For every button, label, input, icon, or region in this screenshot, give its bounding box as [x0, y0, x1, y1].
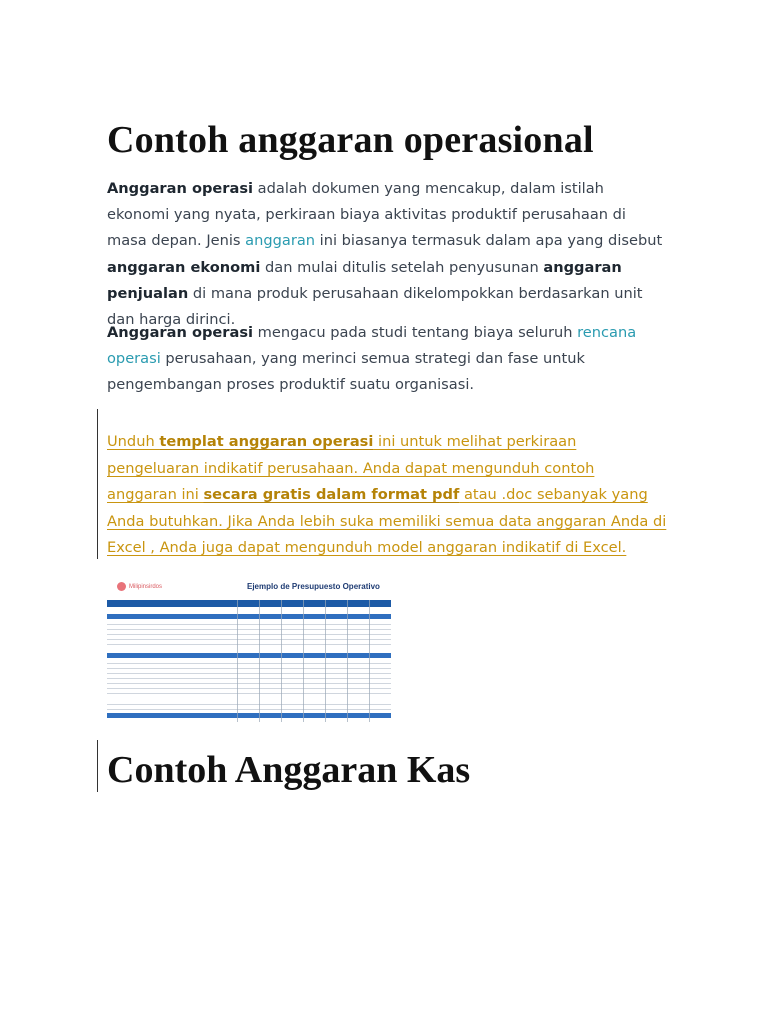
bold-term: Anggaran operasi [107, 180, 254, 197]
logo-icon [117, 582, 126, 591]
bold-term: anggaran penjualan [107, 258, 622, 302]
paragraph-text: perusahaan, yang merinci semua strategi dan fase untuk pengembangan proses produktif suatu organisasi. [107, 350, 585, 394]
paragraph-text: mengacu pada studi tentang biaya seluruh [253, 324, 578, 341]
section-heading: Contoh Anggaran Kas [107, 749, 471, 791]
callout-text[interactable]: atau .doc sebanyak yang Anda butuhkan. Jika Anda lebih suka memiliki semua data anggaran Anda di Excel , Anda juga dapat mengunduh model anggaran indikatif di Excel. [107, 486, 667, 557]
sheet-logo [117, 582, 162, 591]
download-callout[interactable] [107, 429, 667, 562]
bold-term: Anggaran operasi [107, 324, 254, 341]
anggaran-link[interactable]: anggaran [245, 232, 316, 250]
bold-term: anggaran ekonomi [107, 258, 261, 276]
sheet-logo-text: Milipinsirdos [129, 583, 163, 590]
callout-text[interactable]: Unduh [107, 433, 160, 450]
paragraph-text: di mana produk perusahaan dikelompokkan berdasarkan unit dan harga dirinci. [107, 284, 643, 329]
free-pdf-link[interactable]: secara gratis dalam format pdf [203, 486, 460, 504]
sheet-title: Ejemplo de Presupuesto Operativo [247, 582, 380, 591]
second-paragraph [107, 320, 667, 399]
template-link[interactable]: templat anggaran operasi [159, 433, 374, 450]
paragraph-text: ini biasanya termasuk dalam apa yang disebut [315, 232, 663, 250]
intro-paragraph [107, 176, 667, 333]
page-title: Contoh anggaran operasional [107, 119, 594, 161]
budget-spreadsheet-image [107, 574, 391, 722]
heading-border [97, 740, 98, 792]
paragraph-text: dan mulai ditulis setelah penyusunan [260, 258, 544, 276]
callout-text[interactable]: ini untuk melihat perkiraan pengeluaran indikatif perusahaan. Anda dapat mengunduh contoh anggaran ini [107, 433, 595, 504]
rencana-operasi-link[interactable]: rencana operasi [107, 324, 637, 368]
sheet-columns [237, 600, 391, 722]
callout-border [97, 409, 98, 559]
paragraph-text: adalah dokumen yang mencakup, dalam istilah ekonomi yang nyata, perkiraan biaya aktivitas produktif perusahaan di masa depan. Jenis [107, 180, 626, 250]
